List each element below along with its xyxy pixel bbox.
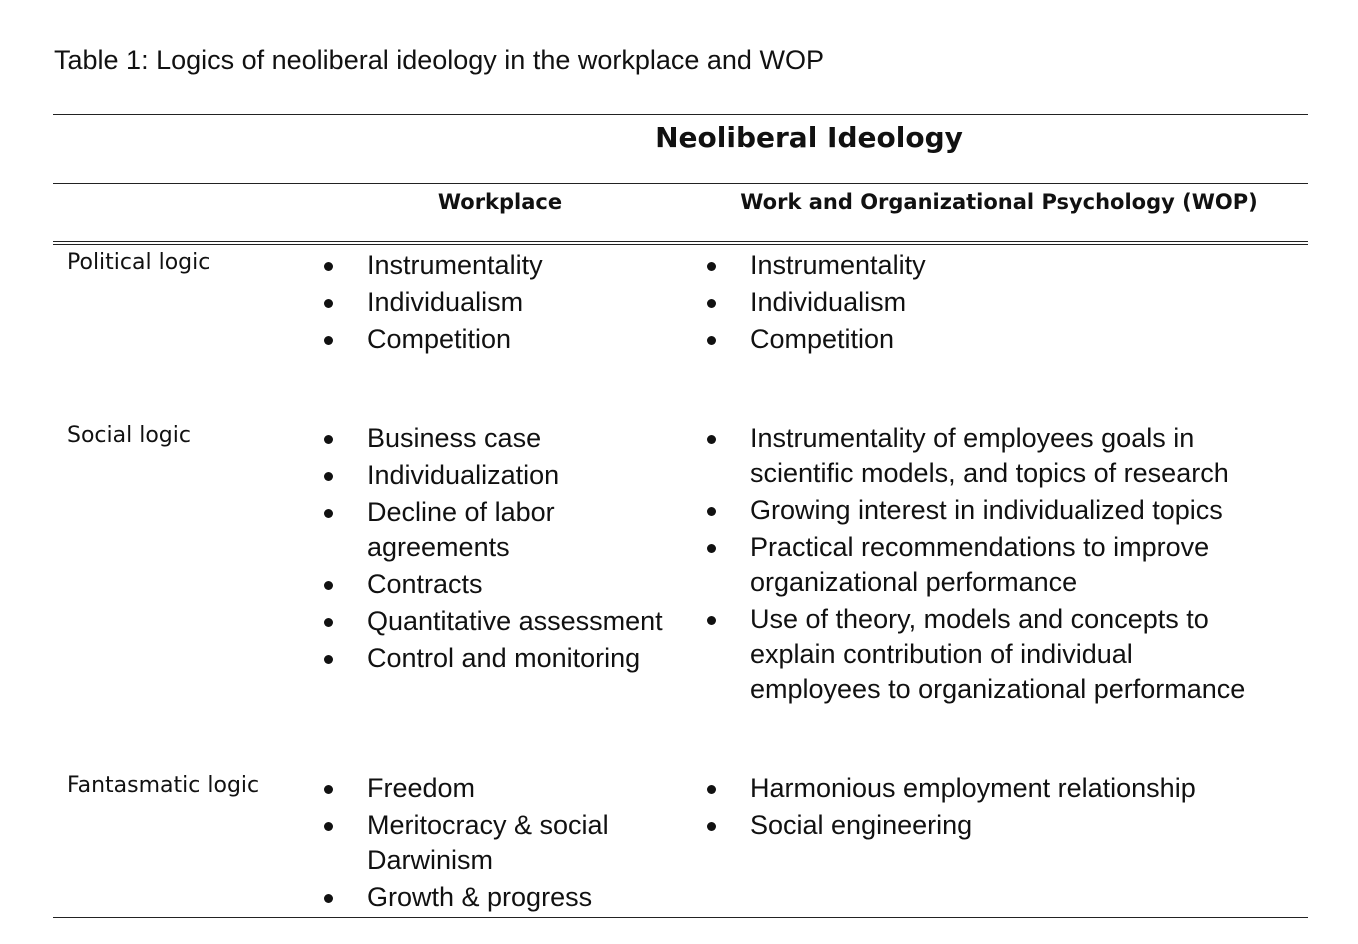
header-double-rule-bottom (53, 244, 1308, 245)
row-label-political: Political logic (67, 250, 211, 275)
row-label-fantasmatic: Fantasmatic logic (67, 773, 260, 798)
row-label-social: Social logic (67, 423, 191, 448)
social-workplace-list (320, 421, 690, 678)
list-item: Growing interest in individualized topics (703, 493, 1303, 528)
table-top-rule (53, 114, 1308, 115)
fantasmatic-workplace-list (320, 771, 690, 917)
table-bottom-rule (53, 917, 1308, 918)
list-item: Contracts (320, 567, 690, 602)
list-item: Quantitative assessment (320, 604, 690, 639)
column-header-wop: Work and Organizational Psychology (WOP) (740, 190, 1258, 214)
list-item: Instrumentality (320, 248, 690, 283)
title-rule (53, 183, 1308, 184)
list-item: Practical recommendations to improve organizational performance (703, 530, 1250, 600)
list-item: Competition (703, 322, 1303, 357)
list-item: Individualization (320, 458, 690, 493)
list-item: Use of theory, models and concepts to explain contribution of individual employees to organizational performance (703, 602, 1270, 707)
list-item: Decline of labor agreements (320, 495, 597, 565)
list-item: Control and monitoring (320, 641, 690, 676)
list-item: Social engineering (703, 808, 1303, 843)
list-item: Freedom (320, 771, 690, 806)
list-item: Instrumentality of employees goals in scientific models, and topics of research (703, 421, 1250, 491)
header-double-rule-top (53, 241, 1308, 242)
political-workplace-list (320, 248, 690, 359)
list-item: Growth & progress (320, 880, 690, 915)
table-title: Neoliberal Ideology (655, 121, 963, 154)
list-item: Individualism (703, 285, 1303, 320)
list-item: Individualism (320, 285, 690, 320)
table-caption: Table 1: Logics of neoliberal ideology in the workplace and WOP (54, 45, 824, 75)
list-item: Meritocracy & social Darwinism (320, 808, 667, 878)
column-header-workplace: Workplace (437, 190, 563, 214)
list-item: Competition (320, 322, 690, 357)
political-wop-list (703, 248, 1303, 359)
social-wop-list (703, 421, 1303, 709)
fantasmatic-wop-list (703, 771, 1303, 845)
list-item: Business case (320, 421, 690, 456)
list-item: Instrumentality (703, 248, 1303, 283)
list-item: Harmonious employment relationship (703, 771, 1303, 806)
